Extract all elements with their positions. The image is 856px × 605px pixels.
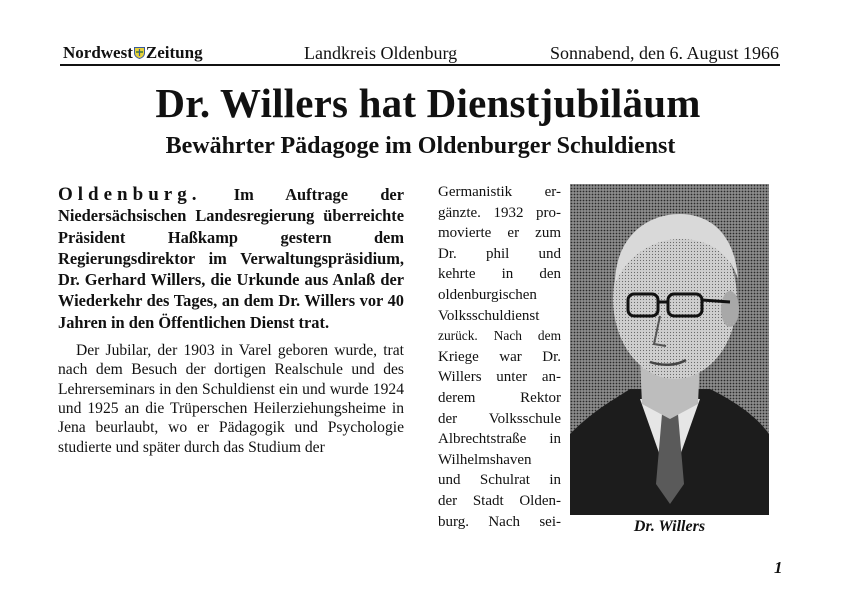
body-column-line: Willers unter an- (438, 369, 561, 386)
issue-date: Sonnabend, den 6. August 1966 (550, 43, 779, 63)
body-column-line: Germanistik er- (438, 184, 561, 200)
body-column-line: burg. Nach sei- (438, 513, 561, 530)
body-column-line: zurück. Nach dem (438, 328, 561, 344)
headline: Dr. Willers hat Dienstjubiläum (155, 80, 701, 126)
subheadline: Bewährter Pädagoge im Oldenburger Schuldienst (165, 133, 676, 159)
dateline: Oldenburg. (58, 184, 202, 205)
body-column-line: kehrte in den (438, 266, 561, 283)
lead-text: Im Auftrage der Niedersächsischen Landesregierung überreichte Präsident Haßkamp gestern dem Regierungsdirektor im Verwaltungspräsidium, Dr. Gerhard Willers, die Urkunde aus Anlaß der Wiederkehr des Tages, an dem Dr. Willers vor 40 Jahren in den Öffentlichen Dienst trat. (58, 185, 404, 332)
body-column-line: movierte er zum (438, 225, 561, 242)
coat-of-arms-icon (134, 44, 145, 56)
body-column-line: Dr. phil und (438, 245, 561, 262)
body-column-line: der Stadt Olden- (438, 492, 561, 509)
article-column-2 (438, 182, 561, 532)
article-column-1 (58, 184, 404, 457)
newspaper-name (63, 43, 203, 63)
body-column-line: Volksschuldienst (438, 307, 540, 324)
body-column-line: gänzte. 1932 pro- (438, 204, 561, 221)
newspaper-name-part2: Zeitung (145, 43, 203, 62)
body-column-line: Wilhelmshaven (438, 451, 532, 468)
portrait-photo (570, 184, 769, 515)
newspaper-name-part1: Nordwest (63, 43, 133, 62)
masthead (60, 40, 780, 66)
region-label: Landkreis Oldenburg (304, 43, 458, 63)
body-column-line: Kriege war Dr. (438, 348, 561, 365)
body-column-line: und Schulrat in (438, 472, 561, 489)
body-paragraph: Der Jubilar, der 1903 in Varel geboren wurde, trat nach dem Besuch der dortigen Realschule und des Lehrerseminars in den Schuldienst ein und wurde 1924 und 1925 an die Trüperschen Heilerziehungsheime in Jena beurlaubt, wo er Pädagogik und Psychologie studierte und später durch das Studium der (58, 342, 404, 456)
body-column-line: derem Rektor (438, 389, 561, 406)
lead-paragraph (58, 184, 404, 333)
body-column-line: oldenburgischen (438, 286, 537, 303)
body-column-line: Albrechtstraße in (438, 431, 561, 448)
page-number: 1 (774, 558, 783, 577)
body-column-line: der Volksschule (438, 410, 561, 427)
photo-caption: Dr. Willers (633, 518, 706, 535)
